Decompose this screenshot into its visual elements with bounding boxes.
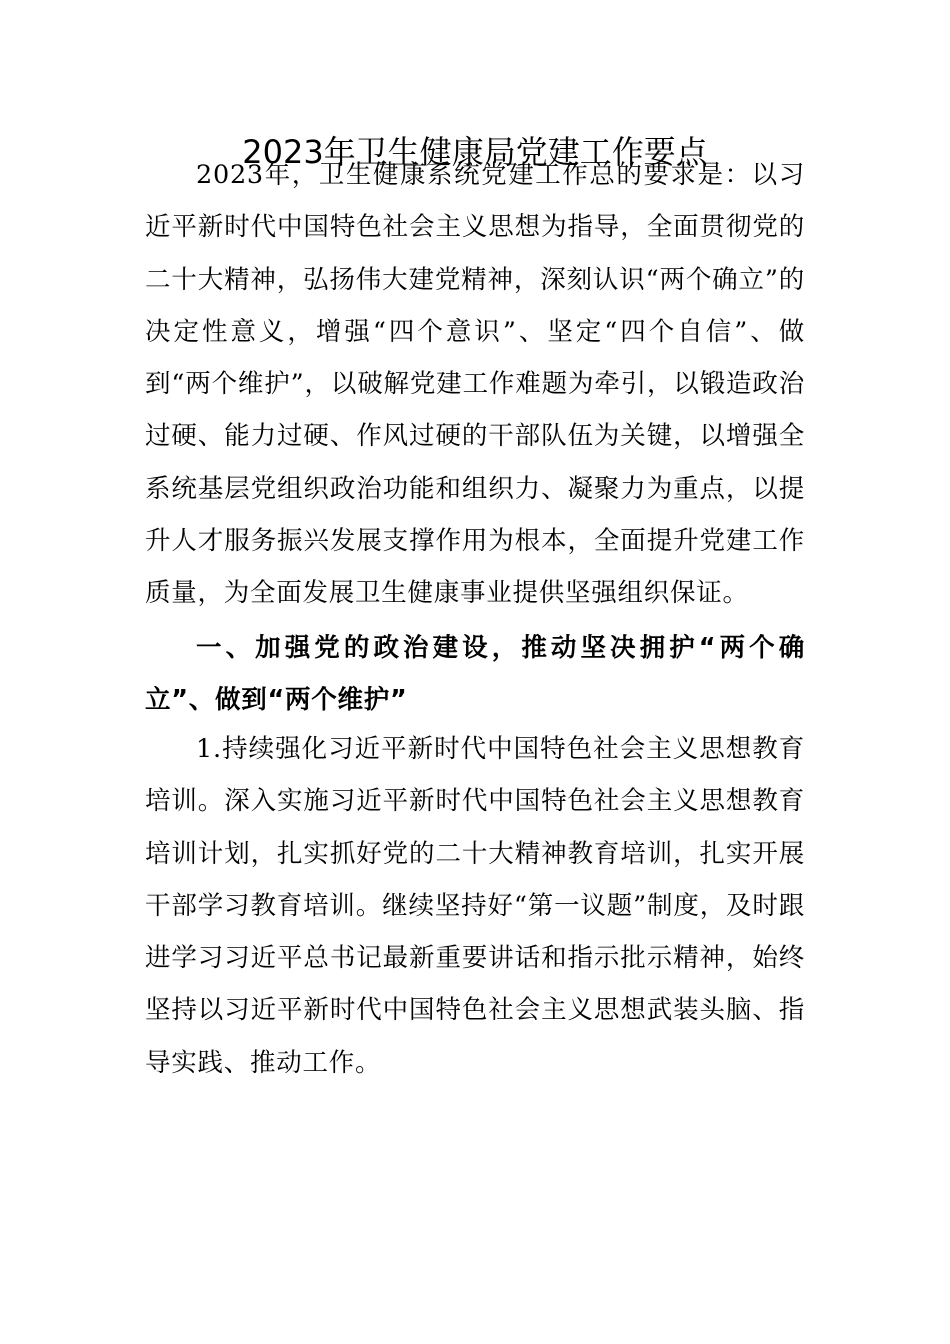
intro-paragraph: 2023年，卫生健康系统党建工作总的要求是：以习近平新时代中国特色社会主义思想为指导，全面贯彻党的二十大精神，弘扬伟大建党精神，深刻认识“两个确立”的决定性意义，增强“四个意识”、坚定“四个自信”、做到“两个维护”，以破解党建工作难题为牵引，以锻造政治过硬、能力过硬、作风过硬的干部队伍为关键，以增强全系统基层党组织政治功能和组织力、凝聚力为重点，以提升人才服务振兴发展支撑作用为根本，全面提升党建工作质量，为全面发展卫生健康事业提供坚强组织保证。 [145, 160, 805, 609]
section-heading: 一、加强党的政治建设，推动坚决拥护“两个确立”、做到“两个维护” [145, 633, 805, 716]
page-title: 2023年卫生健康局党建工作要点 [242, 133, 708, 171]
item-paragraph: 1.持续强化习近平新时代中国特色社会主义思想教育培训。深入实施习近平新时代中国特色社会主义思想教育培训计划，扎实抓好党的二十大精神教育培训，扎实开展干部学习教育培训。继续坚持好“第一议题”制度，及时跟进学习习近平总书记最新重要讲话和指示批示精神，始终坚持以习近平新时代中国特色社会主义思想武装头脑、指导实践、推动工作。 [145, 734, 805, 1078]
